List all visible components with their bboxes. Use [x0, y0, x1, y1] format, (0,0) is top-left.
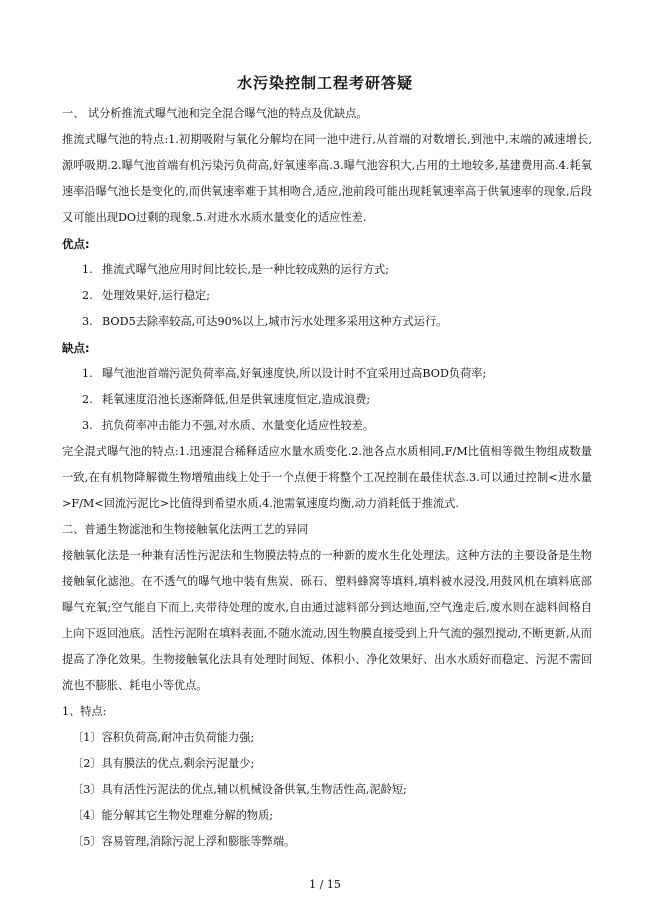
feature-item: 〔4〕能分解其它生物处理难分解的物质; [72, 809, 274, 822]
cons-item [62, 413, 592, 439]
cons-item-text: 抗负荷率冲击能力不强,对水质、水量变化适应性较差。 [102, 419, 375, 432]
complete-mix-paragraph: 完全混式曝气池的特点:1.迅速混合稀释适应水量水质变化.2.池各点水质相同,F/M比值相等微生物组成数量一致,在有机物降解微生物增殖曲线上处于一个点便于将整个工况控制在最佳状态.3.可以通过控制<进水量>F/M<回流污泥比>比值得到希望水质.4.池需氧速度均衡,动力消耗低于推流式. [62, 445, 592, 510]
pros-item [62, 283, 592, 309]
cons-item-text: 耗氧速度沿池长逐渐降低,但是供氧速度恒定,造成浪费; [102, 393, 371, 406]
page-number: 1 / 15 [309, 878, 341, 891]
question-1-heading: 一、 试分析推流式曝气池和完全混合曝气池的特点及优缺点。 [62, 107, 368, 120]
pros-item [62, 309, 592, 335]
feature-item: 〔3〕具有活性污泥法的优点,辅以机械设备供氧,生物活性高,泥龄短; [72, 783, 407, 796]
feature-item: 〔5〕容易管理,消除污泥上浮和膨胀等弊端。 [72, 835, 296, 848]
pros-item [62, 257, 592, 283]
cons-item-text: 曝气池池首端污泥负荷率高,好氧速度快,所以设计时不宜采用过高BOD负荷率; [102, 367, 487, 380]
pros-heading: 优点: [62, 237, 90, 251]
pros-item-text: 推流式曝气池应用时间比较长,是一种比较成熟的运行方式; [102, 263, 390, 276]
contact-oxidation-paragraph: 接触氧化法是一种兼有活性污泥法和生物膜法特点的一种新的废水生化处理法。这种方法的主要设备是生物接触氧化滤池。在不透气的曝气地中装有焦炭、砾石、塑料蜂窝等填料,填料被水浸没,用鼓风机在填料底部曝气充氧;空气能自下而上,夹带待处理的废水,自由通过滤料部分到达地面,空气逸走后,废水则在滤料间格自上向下返回池底。活性污泥附在填料表面,不随水流动,因生物膜直接受到上升气流的强烈搅动,不断更新,从而提高了净化效果。生物接触氧化法具有处理时间短、体积小、净化效果好、出水水质好而稳定、污泥不需回流也不膨胀、耗电小等优点。 [62, 549, 592, 692]
pros-item-text: BOD5去除率较高,可达90%以上,城市污水处理多采用这种方式运行。 [102, 315, 448, 328]
pros-item-number: 1. [82, 263, 93, 276]
feature-item: 〔1〕容积负荷高,耐冲击负荷能力强; [72, 731, 255, 744]
cons-heading: 缺点: [62, 341, 90, 355]
cons-item-number: 1. [82, 367, 93, 380]
document-body [62, 101, 592, 855]
features-heading: 1、特点: [62, 705, 107, 718]
question-2-heading: 二、普通生物滤池和生物接触氧化法两工艺的异同 [62, 523, 309, 536]
cons-item-number: 2. [82, 393, 93, 406]
plug-flow-paragraph: 推流式曝气池的特点:1.初期吸附与氧化分解均在同一池中进行,从首端的对数增长,到池中,末端的减速增长,源呼吸期.2.曝气池首端有机污染污负荷高,好氧速率高.3.曝气池容积大,占用的土地较多,基建费用高.4.耗氧速率沿曝气池长是变化的,而供氧速率难于其相吻合,适应,池前段可能出现耗氧速率高于供氧速率的现象,后段又可能出现DO过剩的现象.5.对进水水质水量变化的适应性差. [62, 133, 592, 224]
cons-item [62, 361, 592, 387]
cons-item [62, 387, 592, 413]
pros-item-number: 2. [82, 289, 93, 302]
feature-item: 〔2〕具有膜法的优点,剩余污泥量少; [72, 757, 255, 770]
pros-item-number: 3. [82, 315, 93, 328]
page-title: 水污染控制工程考研答疑 [236, 74, 413, 92]
pros-item-text: 处理效果好,运行稳定; [102, 289, 211, 302]
cons-item-number: 3. [82, 419, 93, 432]
